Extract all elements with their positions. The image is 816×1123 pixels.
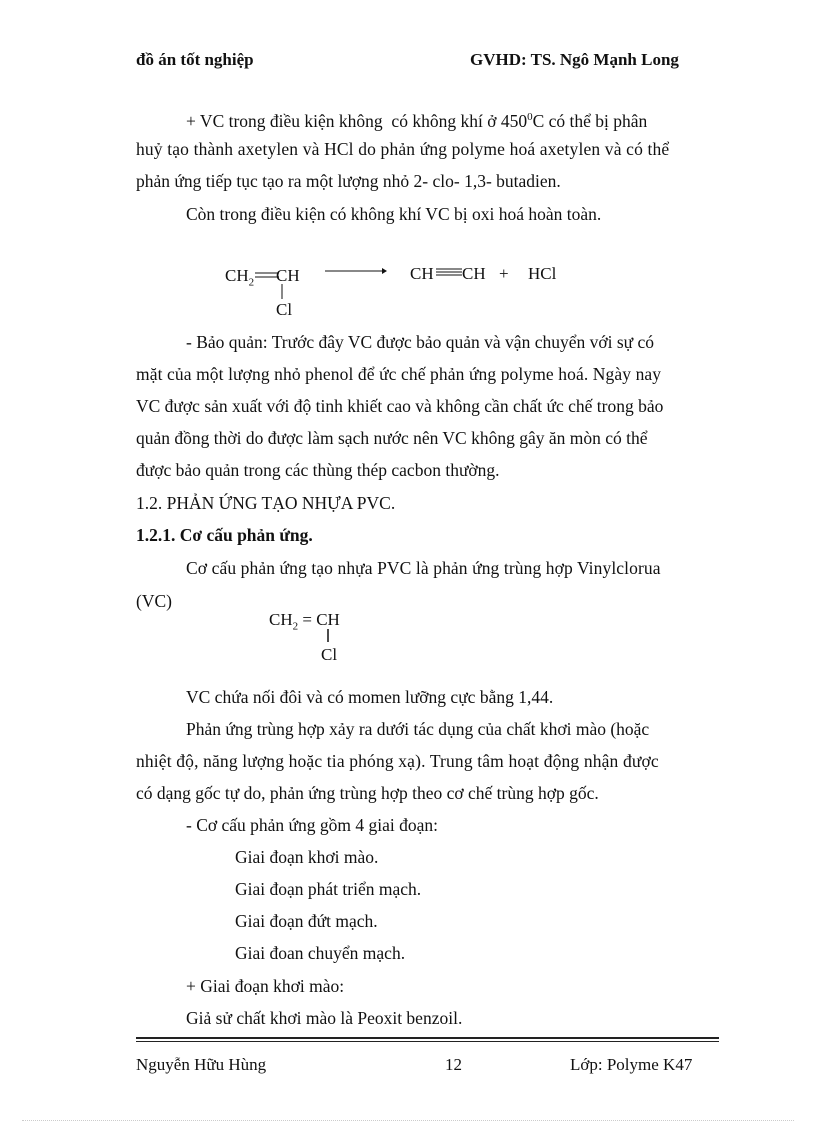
paragraph-line: Giả sử chất khơi mào là Peoxit benzoil. [186, 1008, 463, 1028]
single-bond [325, 628, 331, 644]
plus-sign: + [499, 264, 509, 283]
product-hcl: HCl [528, 264, 557, 283]
paragraph-line: - Bảo quản: Trước đây VC được bảo quản và vận chuyển với sự có [186, 332, 655, 352]
paragraph-line: + Giai đoạn khơi mào: [186, 976, 345, 996]
substituent-cl: Cl [276, 300, 293, 319]
stage-item: Giai đoạn đứt mạch. [235, 911, 378, 931]
paragraph-line: Cơ cấu phản ứng tạo nhựa PVC là phản ứng trùng hợp Vinylclorua [186, 558, 661, 578]
stage-item: Giai đoạn phát triển mạch. [235, 879, 422, 899]
product-ch: CH [410, 264, 434, 283]
subsection-heading: 1.2.1. Cơ cấu phản ứng. [136, 525, 313, 545]
header-left: đồ án tốt nghiệp [136, 50, 254, 69]
paragraph-line: (VC) [136, 591, 172, 611]
text: + VC trong điều kiện không có không khí ở 450 [186, 110, 528, 131]
header-right: GVHD: TS. Ngô Mạnh Long [470, 50, 679, 69]
stage-item: Giai đoạn khơi mào. [235, 847, 379, 867]
footer-rule [136, 1041, 719, 1042]
triple-bond [434, 265, 464, 279]
page-number: 12 [445, 1055, 462, 1074]
page-edge [22, 1120, 794, 1121]
substituent-cl: Cl [321, 645, 338, 664]
paragraph-line: mặt của một lượng nhỏ phenol để ức chế phản ứng polyme hoá. Ngày nay [136, 364, 662, 384]
paragraph-line: được bảo quản trong các thùng thép cacbon thường. [136, 460, 500, 480]
paragraph-line: nhiệt độ, năng lượng hoặc tia phóng xạ). Trung tâm hoạt động nhận được [136, 751, 659, 771]
footer-class: Lớp: Polyme K47 [570, 1055, 693, 1074]
single-bond [279, 284, 285, 300]
footer-rule [136, 1037, 719, 1039]
formula-ch2: $CH_2$ = CH [269, 610, 340, 633]
section-heading: 1.2. PHẢN ỨNG TẠO NHỰA PVC. [136, 493, 396, 513]
reactant-ch2: $CH_2$ [225, 266, 255, 289]
paragraph-line: quản đồng thời do được làm sạch nước nên VC không gây ăn mòn có thể [136, 428, 648, 448]
arrow-icon [324, 266, 388, 276]
product-ch: CH [462, 264, 486, 283]
reactant-ch: CH [276, 266, 300, 285]
paragraph-line [186, 107, 718, 131]
paragraph-line: huỷ tạo thành axetylen và HCl do phản ứng polyme hoá axetylen và có thể [136, 139, 670, 159]
stage-item: Giai đoan chuyển mạch. [235, 943, 406, 963]
paragraph-line: Phản ứng trùng hợp xảy ra dưới tác dụng của chất khơi mào (hoặc [186, 719, 650, 739]
paragraph-line: Còn trong điều kiện có không khí VC bị oxi hoá hoàn toàn. [186, 204, 602, 224]
paragraph-line: phản ứng tiếp tục tạo ra một lượng nhỏ 2- clo- 1,3- butadien. [136, 171, 561, 191]
paragraph-line: - Cơ cấu phản ứng gồm 4 giai đoạn: [186, 815, 439, 835]
paragraph-line: VC được sản xuất với độ tinh khiết cao và không cần chất ức chế trong bảo [136, 396, 664, 416]
superscript: 0 [527, 111, 533, 123]
paragraph-line: có dạng gốc tự do, phản ứng trùng hợp theo cơ chế trùng hợp gốc. [136, 783, 599, 803]
text: C có thể bị phân [532, 110, 648, 131]
footer-author: Nguyễn Hữu Hùng [136, 1055, 267, 1074]
paragraph-line: VC chứa nối đôi và có momen lưỡng cực bằng 1,44. [186, 687, 554, 707]
